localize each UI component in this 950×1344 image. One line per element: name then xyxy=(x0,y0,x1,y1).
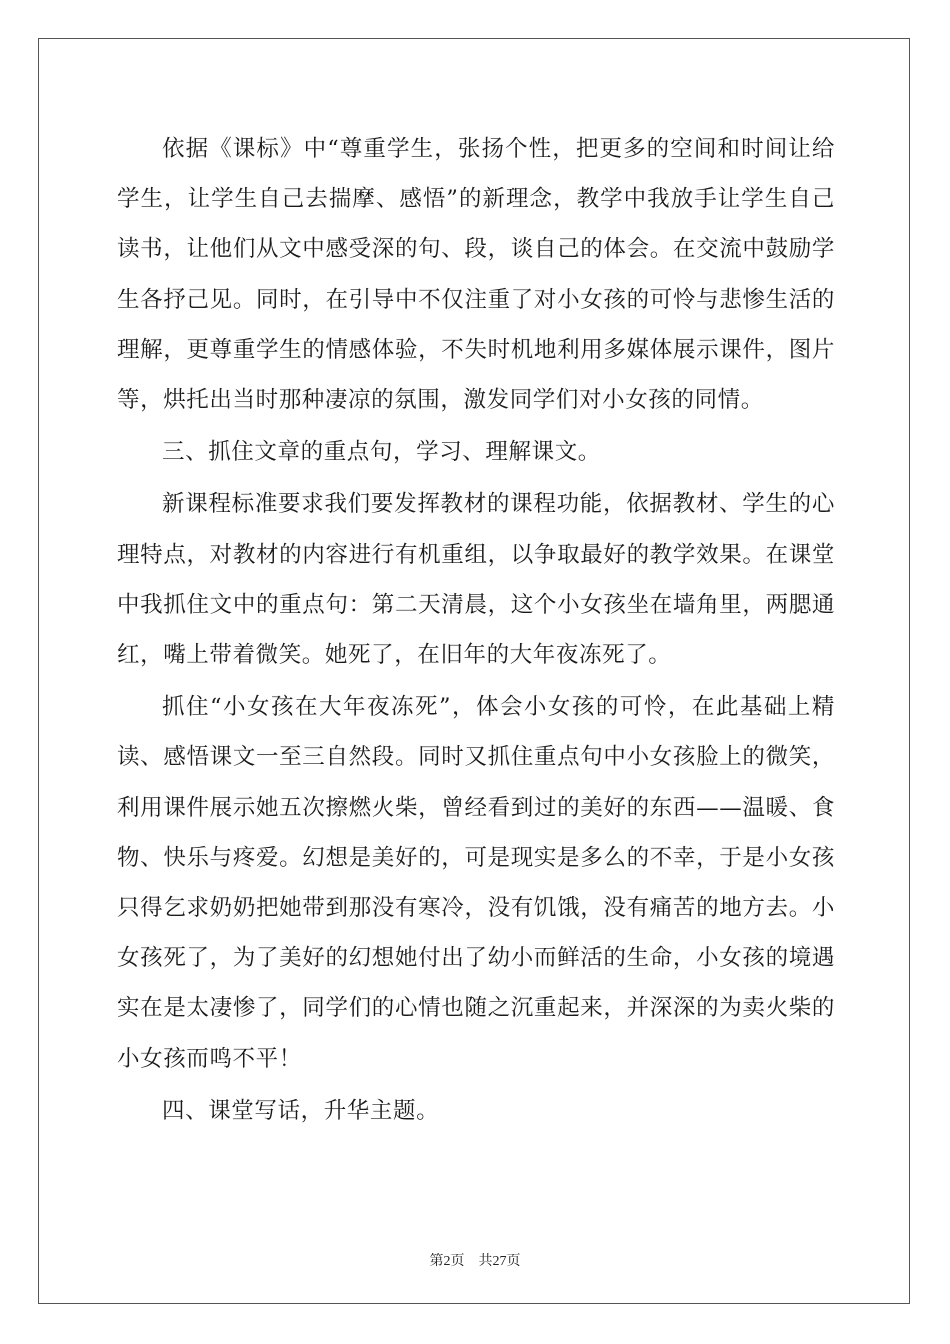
paragraph-2: 新课程标准要求我们要发挥教材的课程功能，依据教材、学生的心理特点，对教材的内容进行有机重组，以争取最好的教学效果。在课堂中我抓住文中的重点句：第二天清晨，这个小女孩坐在墙角里，两腮通红，嘴上带着微笑。她死了，在旧年的大年夜冻死了。 xyxy=(117,491,835,669)
page-total: 共27页 xyxy=(478,1254,521,1269)
section-heading-3: 三、抓住文章的重点句，学习、理解课文。 xyxy=(162,439,601,466)
page-number: 第2页 xyxy=(429,1254,465,1269)
document-body xyxy=(117,124,835,1136)
section-heading-4: 四、课堂写话，升华主题。 xyxy=(162,1097,440,1124)
paragraph-1: 依据《课标》中“尊重学生，张扬个性，把更多的空间和时间让给学生，让学生自己去揣摩、感悟”的新理念，教学中我放手让学生自己读书，让他们从文中感受深的句、段，谈自己的体会。在交流中鼓励学生各抒己见。同时，在引导中不仅注重了对小女孩的可怜与悲惨生活的理解，更尊重学生的情感体验，不失时机地利用多媒体展示课件，图片等，烘托出当时那种凄凉的氛围，激发同学们对小女孩的同情。 xyxy=(117,136,835,414)
page-footer xyxy=(0,1250,950,1270)
paragraph-3: 抓住“小女孩在大年夜冻死”，体会小女孩的可怜，在此基础上精读、感悟课文一至三自然段。同时又抓住重点句中小女孩脸上的微笑，利用课件展示她五次擦燃火柴，曾经看到过的美好的东西——温暖、食物、快乐与疼爱。幻想是美好的，可是现实是多么的不幸，于是小女孩只得乞求奶奶把她带到那没有寒冷，没有饥饿，没有痛苦的地方去。小女孩死了，为了美好的幻想她付出了幼小而鲜活的生命，小女孩的境遇实在是太凄惨了，同学们的心情也随之沉重起来，并深深的为卖火柴的小女孩而鸣不平！ xyxy=(117,694,835,1072)
